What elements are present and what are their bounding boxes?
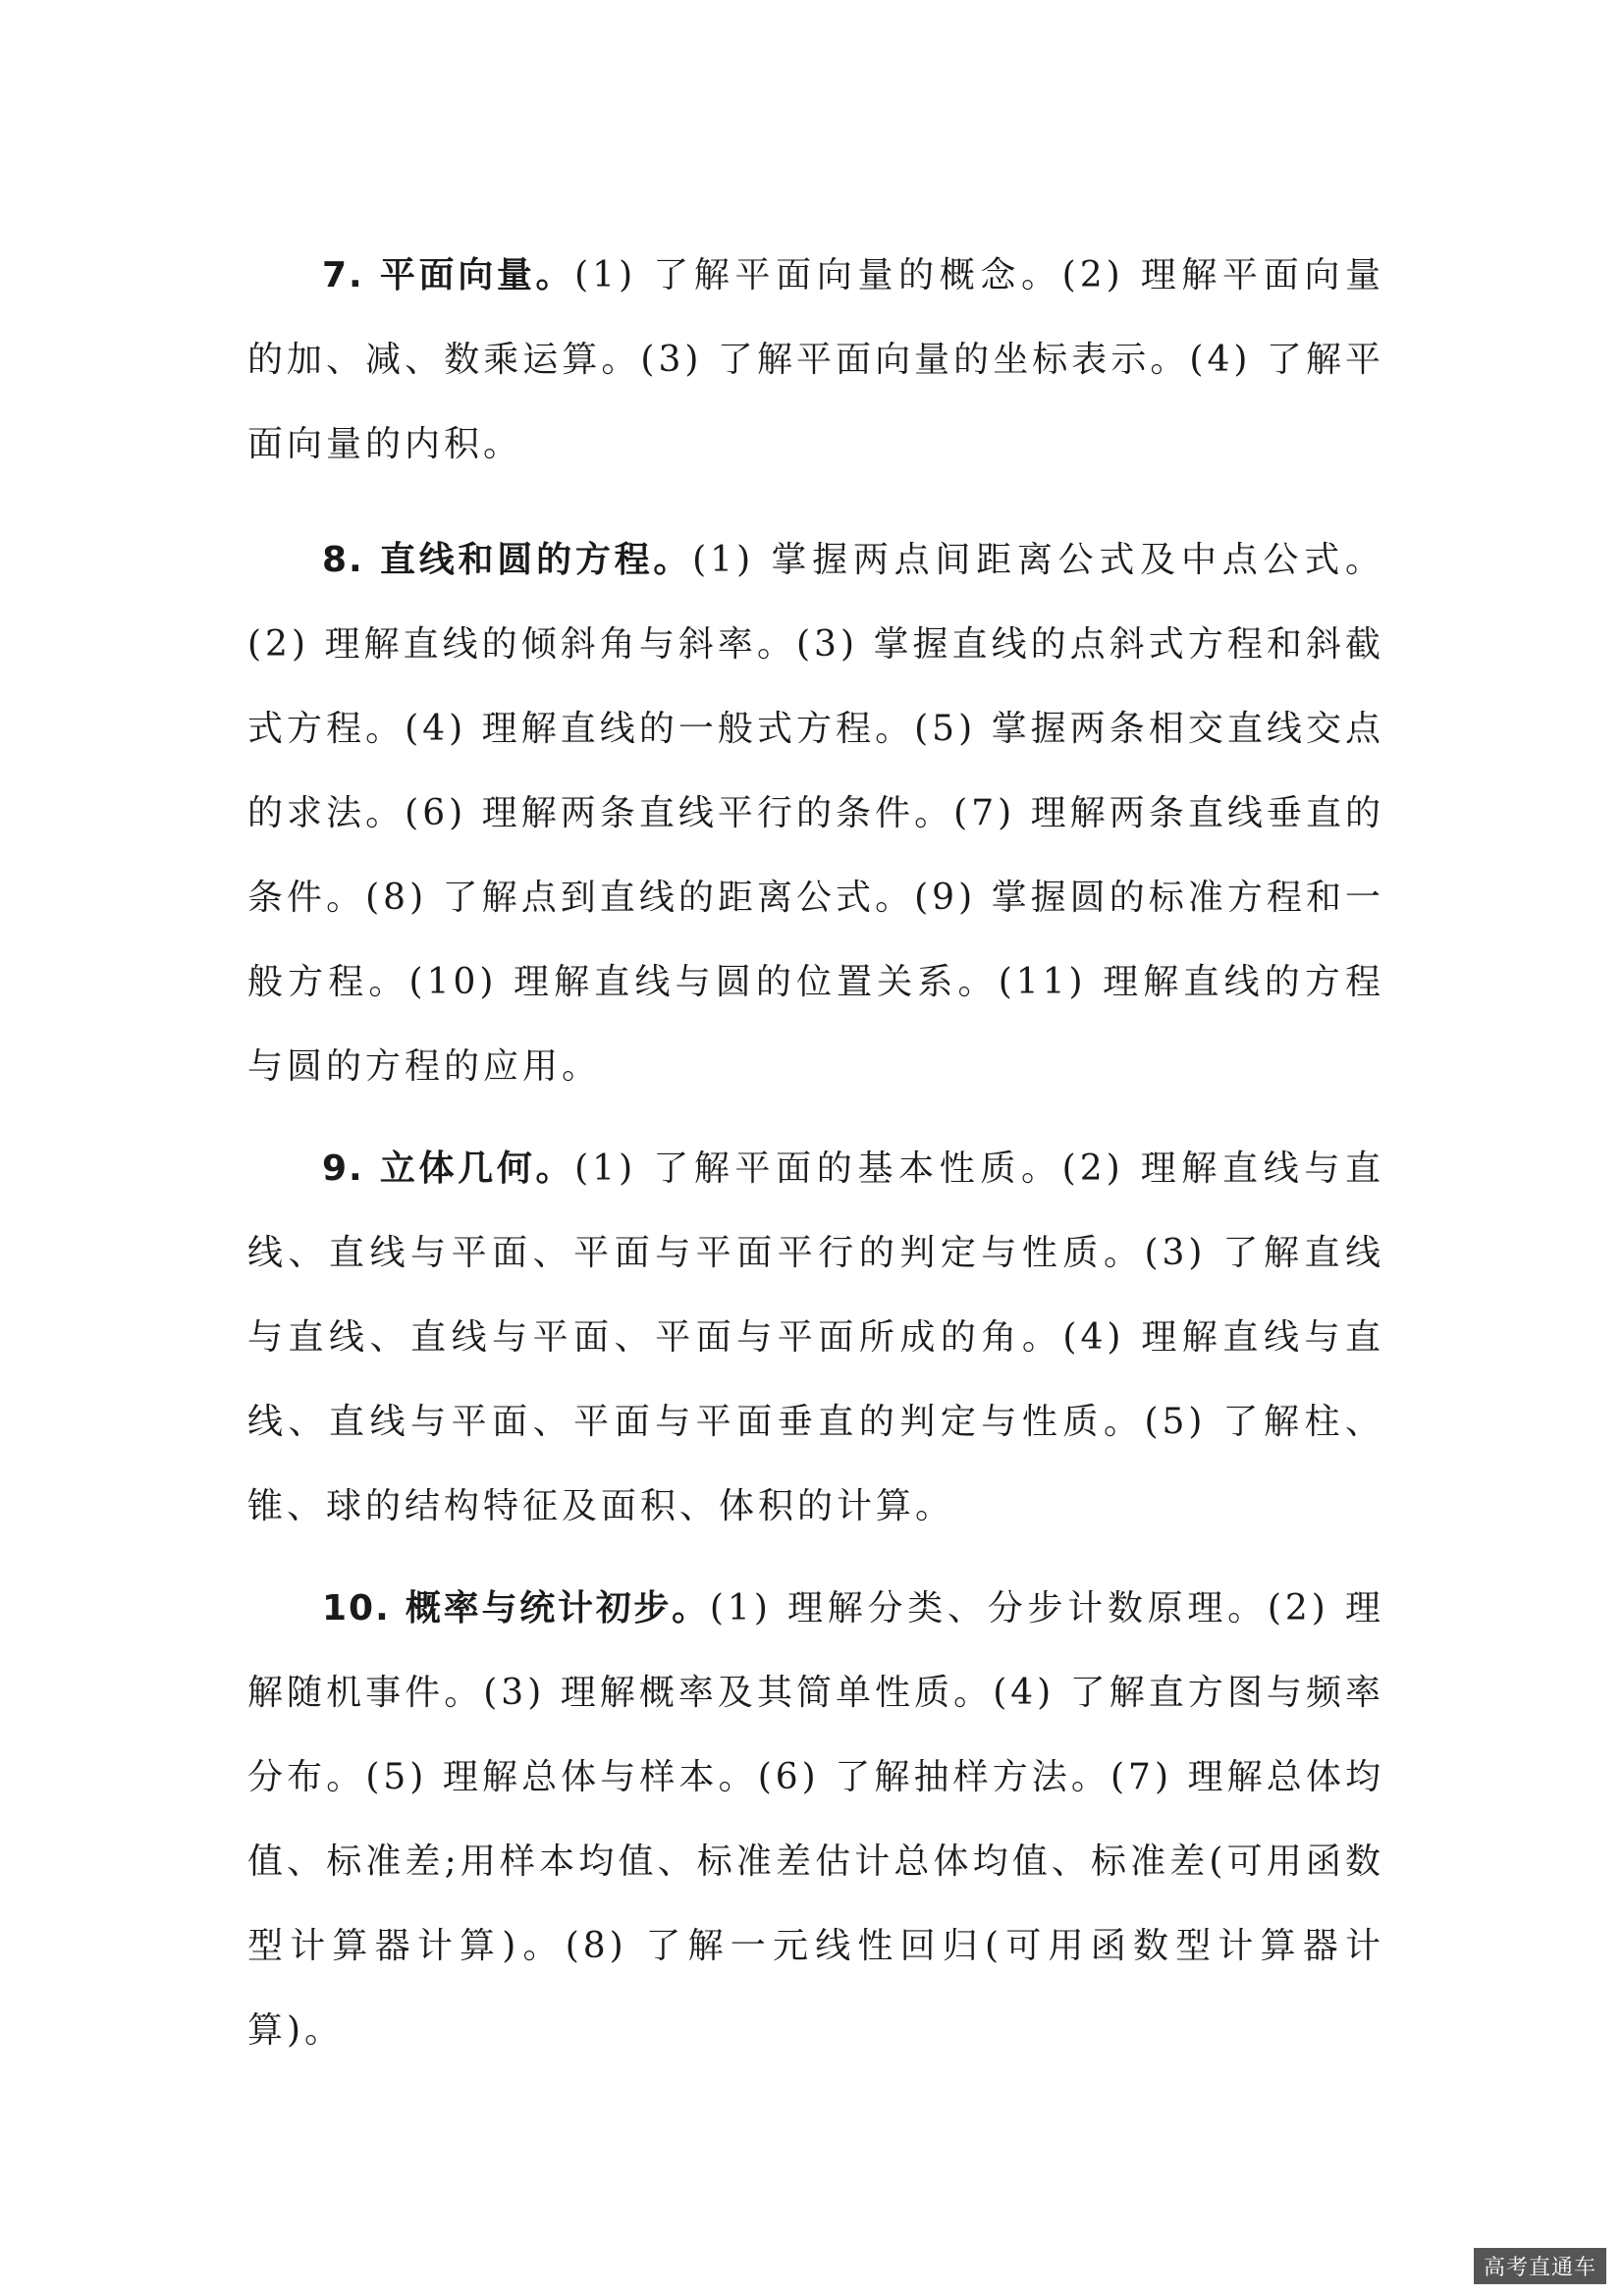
section-body: (1) 了解平面的基本性质。(2) 理解直线与直线、直线与平面、平面与平面平行的判定与性质。(3) 了解直线与直线、直线与平面、平面与平面所成的角。(4) 理解直线与直线、直线与平面、平面与平面垂直的判定与性质。(5) 了解柱、锥、球的结构特征及面积、体积的计算。 — [247, 1148, 1384, 1526]
watermark-logo: 高考直通车 — [1474, 2248, 1606, 2284]
section-solid-geometry — [247, 1127, 1384, 1549]
section-probability-statistics — [247, 1567, 1384, 2073]
section-body: (1) 掌握两点间距离公式及中点公式。(2) 理解直线的倾斜角与斜率。(3) 掌握直线的点斜式方程和斜截式方程。(4) 理解直线的一般式方程。(5) 掌握两条相交直线交点的求法。(6) 理解两条直线平行的条件。(7) 理解两条直线垂直的条件。(8) 了解点到直线的距离公式。(9) 掌握圆的标准方程和一般方程。(10) 理解直线与圆的位置关系。(11) 理解直线的方程与圆的方程的应用。 — [247, 540, 1384, 1087]
section-lines-and-circles — [247, 518, 1384, 1109]
section-body: (1) 理解分类、分步计数原理。(2) 理解随机事件。(3) 理解概率及其简单性质。(4) 了解直方图与频率分布。(5) 理解总体与样本。(6) 了解抽样方法。(7) 理解总体均值、标准差;用样本均值、标准差估计总体均值、标准差(可用函数型计算器计算)。(8) 了解一元线性回归(可用函数型计算器计算)。 — [247, 1588, 1384, 2051]
section-body: (1) 了解平面向量的概念。(2) 理解平面向量的加、减、数乘运算。(3) 了解平面向量的坐标表示。(4) 了解平面向量的内积。 — [247, 255, 1384, 464]
section-heading: 10. 概率与统计初步。 — [322, 1588, 710, 1629]
section-heading: 8. 直线和圆的方程。 — [322, 540, 693, 580]
section-plane-vectors — [247, 234, 1384, 487]
section-heading: 7. 平面向量。 — [322, 255, 575, 295]
section-heading: 9. 立体几何。 — [322, 1148, 575, 1189]
